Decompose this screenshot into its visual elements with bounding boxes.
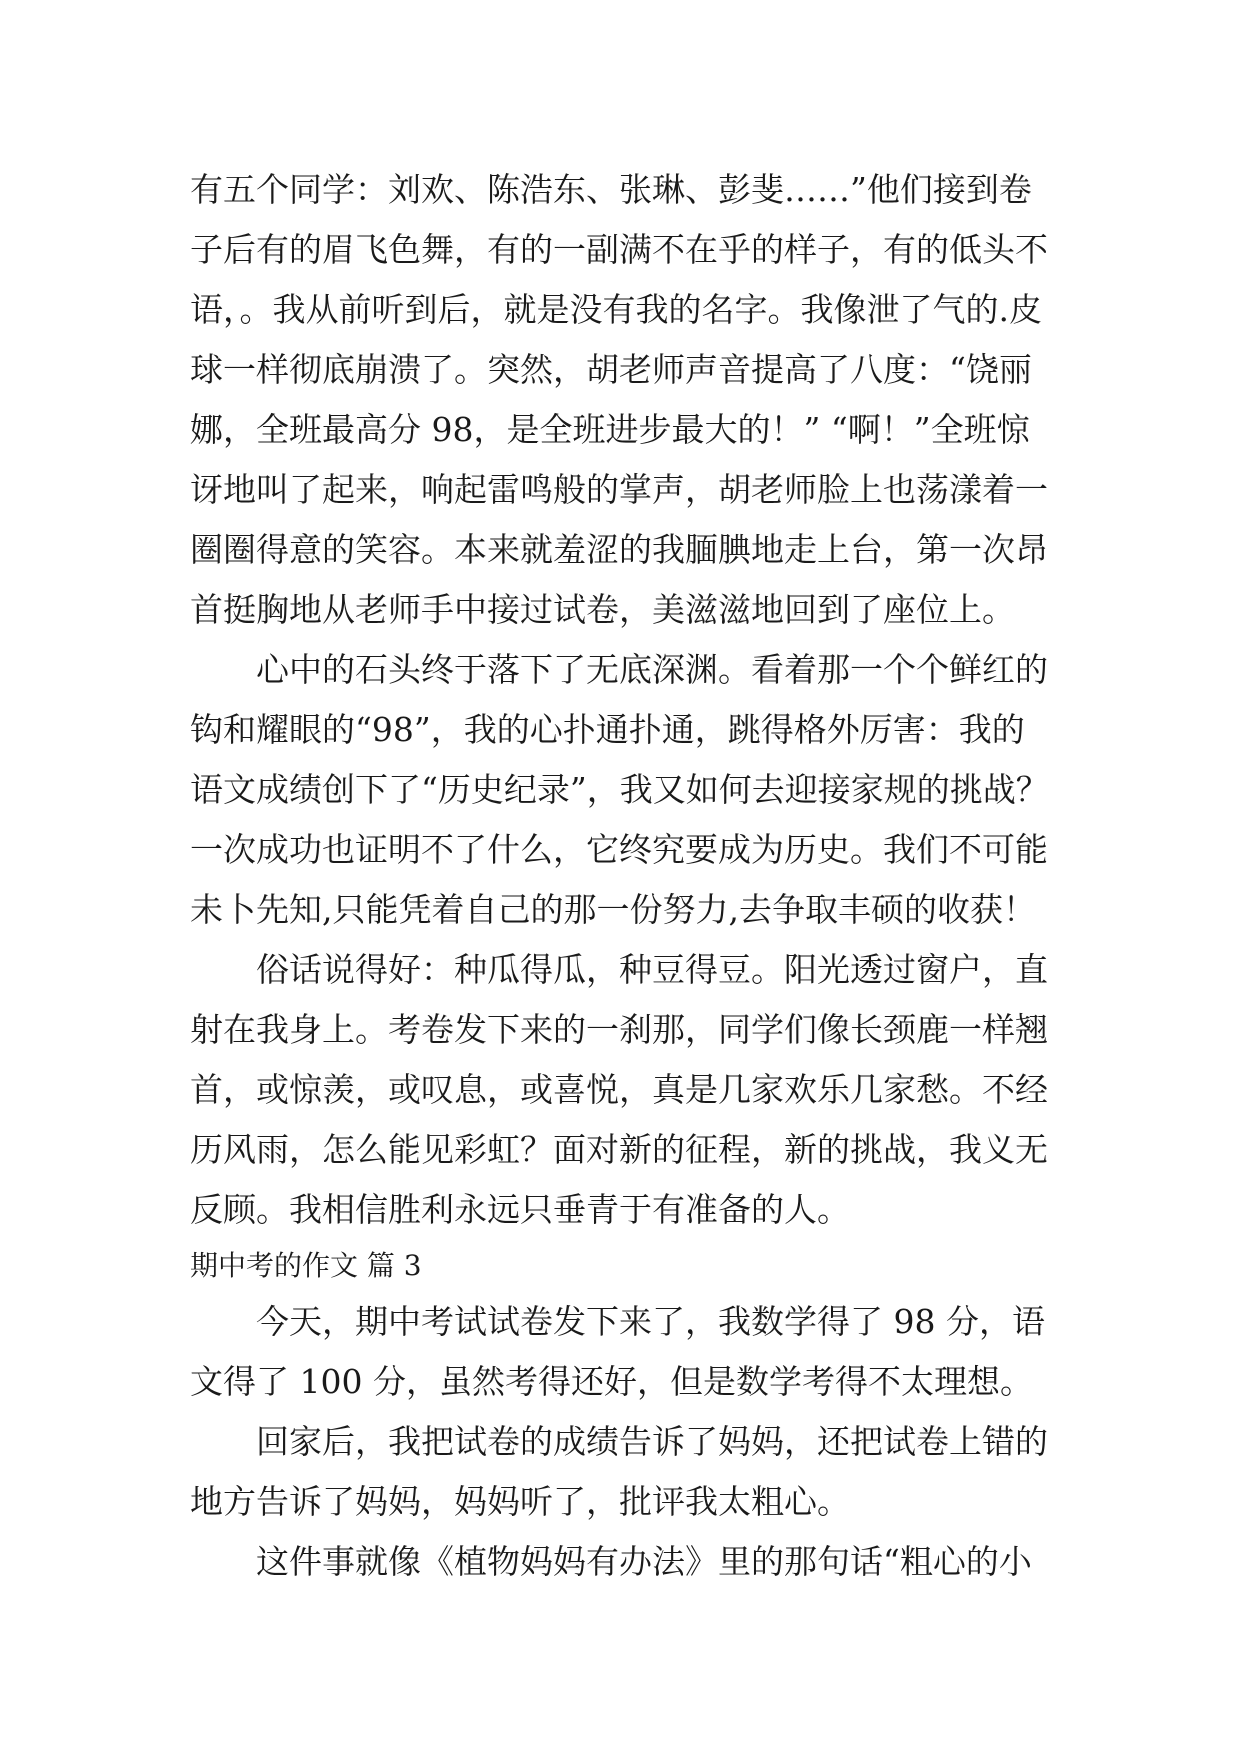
text-line: 子后有的眉飞色舞，有的一副满不在乎的样子，有的低头不 — [190, 230, 1048, 269]
text-line: 圈圈得意的笑容。本来就羞涩的我腼腆地走上台，第一次昂 — [190, 530, 1048, 569]
paragraph-start-line: 这件事就像《植物妈妈有办法》里的那句话“粗心的小 — [256, 1542, 1032, 1581]
text-line: 文得了 100 分，虽然考得还好，但是数学考得不太理想。 — [190, 1362, 1033, 1401]
text-line: 钩和耀眼的“98”，我的心扑通扑通，跳得格外厉害：我的 — [190, 710, 1025, 749]
text-line: 反顾。我相信胜利永远只垂青于有准备的人。 — [190, 1190, 850, 1229]
text-line: 一次成功也证明不了什么，它终究要成为历史。我们不可能 — [190, 830, 1048, 869]
text-line: 地方告诉了妈妈，妈妈听了，批评我太粗心。 — [190, 1482, 850, 1521]
text-line: 娜，全班最高分 98，是全班进步最大的！” “啊！”全班惊 — [190, 410, 1030, 449]
text-line: 语，。我从前听到后，就是没有我的名字。我像泄了气的.皮 — [190, 290, 1042, 329]
section-title: 期中考的作文 篇 3 — [190, 1249, 422, 1282]
text-line: 有五个同学：刘欢、陈浩东、张琳、彭斐……”他们接到卷 — [190, 170, 1032, 209]
text-line: 首，或惊羡，或叹息，或喜悦，真是几家欢乐几家愁。不经 — [190, 1070, 1048, 1109]
paragraph-start-line: 回家后，我把试卷的成绩告诉了妈妈，还把试卷上错的 — [256, 1422, 1048, 1461]
paragraph-start-line: 今天，期中考试试卷发下来了，我数学得了 98 分，语 — [256, 1302, 1045, 1341]
text-line: 球一样彻底崩溃了。突然，胡老师声音提高了八度：“饶丽 — [190, 350, 1032, 389]
essay-text — [190, 160, 1090, 1592]
paragraph-start-line: 俗话说得好：种瓜得瓜，种豆得豆。阳光透过窗户，直 — [256, 950, 1048, 989]
text-line: 历风雨，怎么能见彩虹？面对新的征程，新的挑战，我义无 — [190, 1130, 1048, 1169]
text-line: 讶地叫了起来，响起雷鸣般的掌声，胡老师脸上也荡漾着一 — [190, 470, 1048, 509]
paragraph-start-line: 心中的石头终于落下了无底深渊。看着那一个个鲜红的 — [256, 650, 1048, 689]
text-line: 未卜先知,只能凭着自己的那一份努力,去争取丰硕的收获！ — [190, 890, 1036, 929]
text-line: 射在我身上。考卷发下来的一刹那，同学们像长颈鹿一样翘 — [190, 1010, 1048, 1049]
text-line: 首挺胸地从老师手中接过试卷，美滋滋地回到了座位上。 — [190, 590, 1015, 629]
text-line: 语文成绩创下了“历史纪录”，我又如何去迎接家规的挑战？ — [190, 770, 1049, 809]
